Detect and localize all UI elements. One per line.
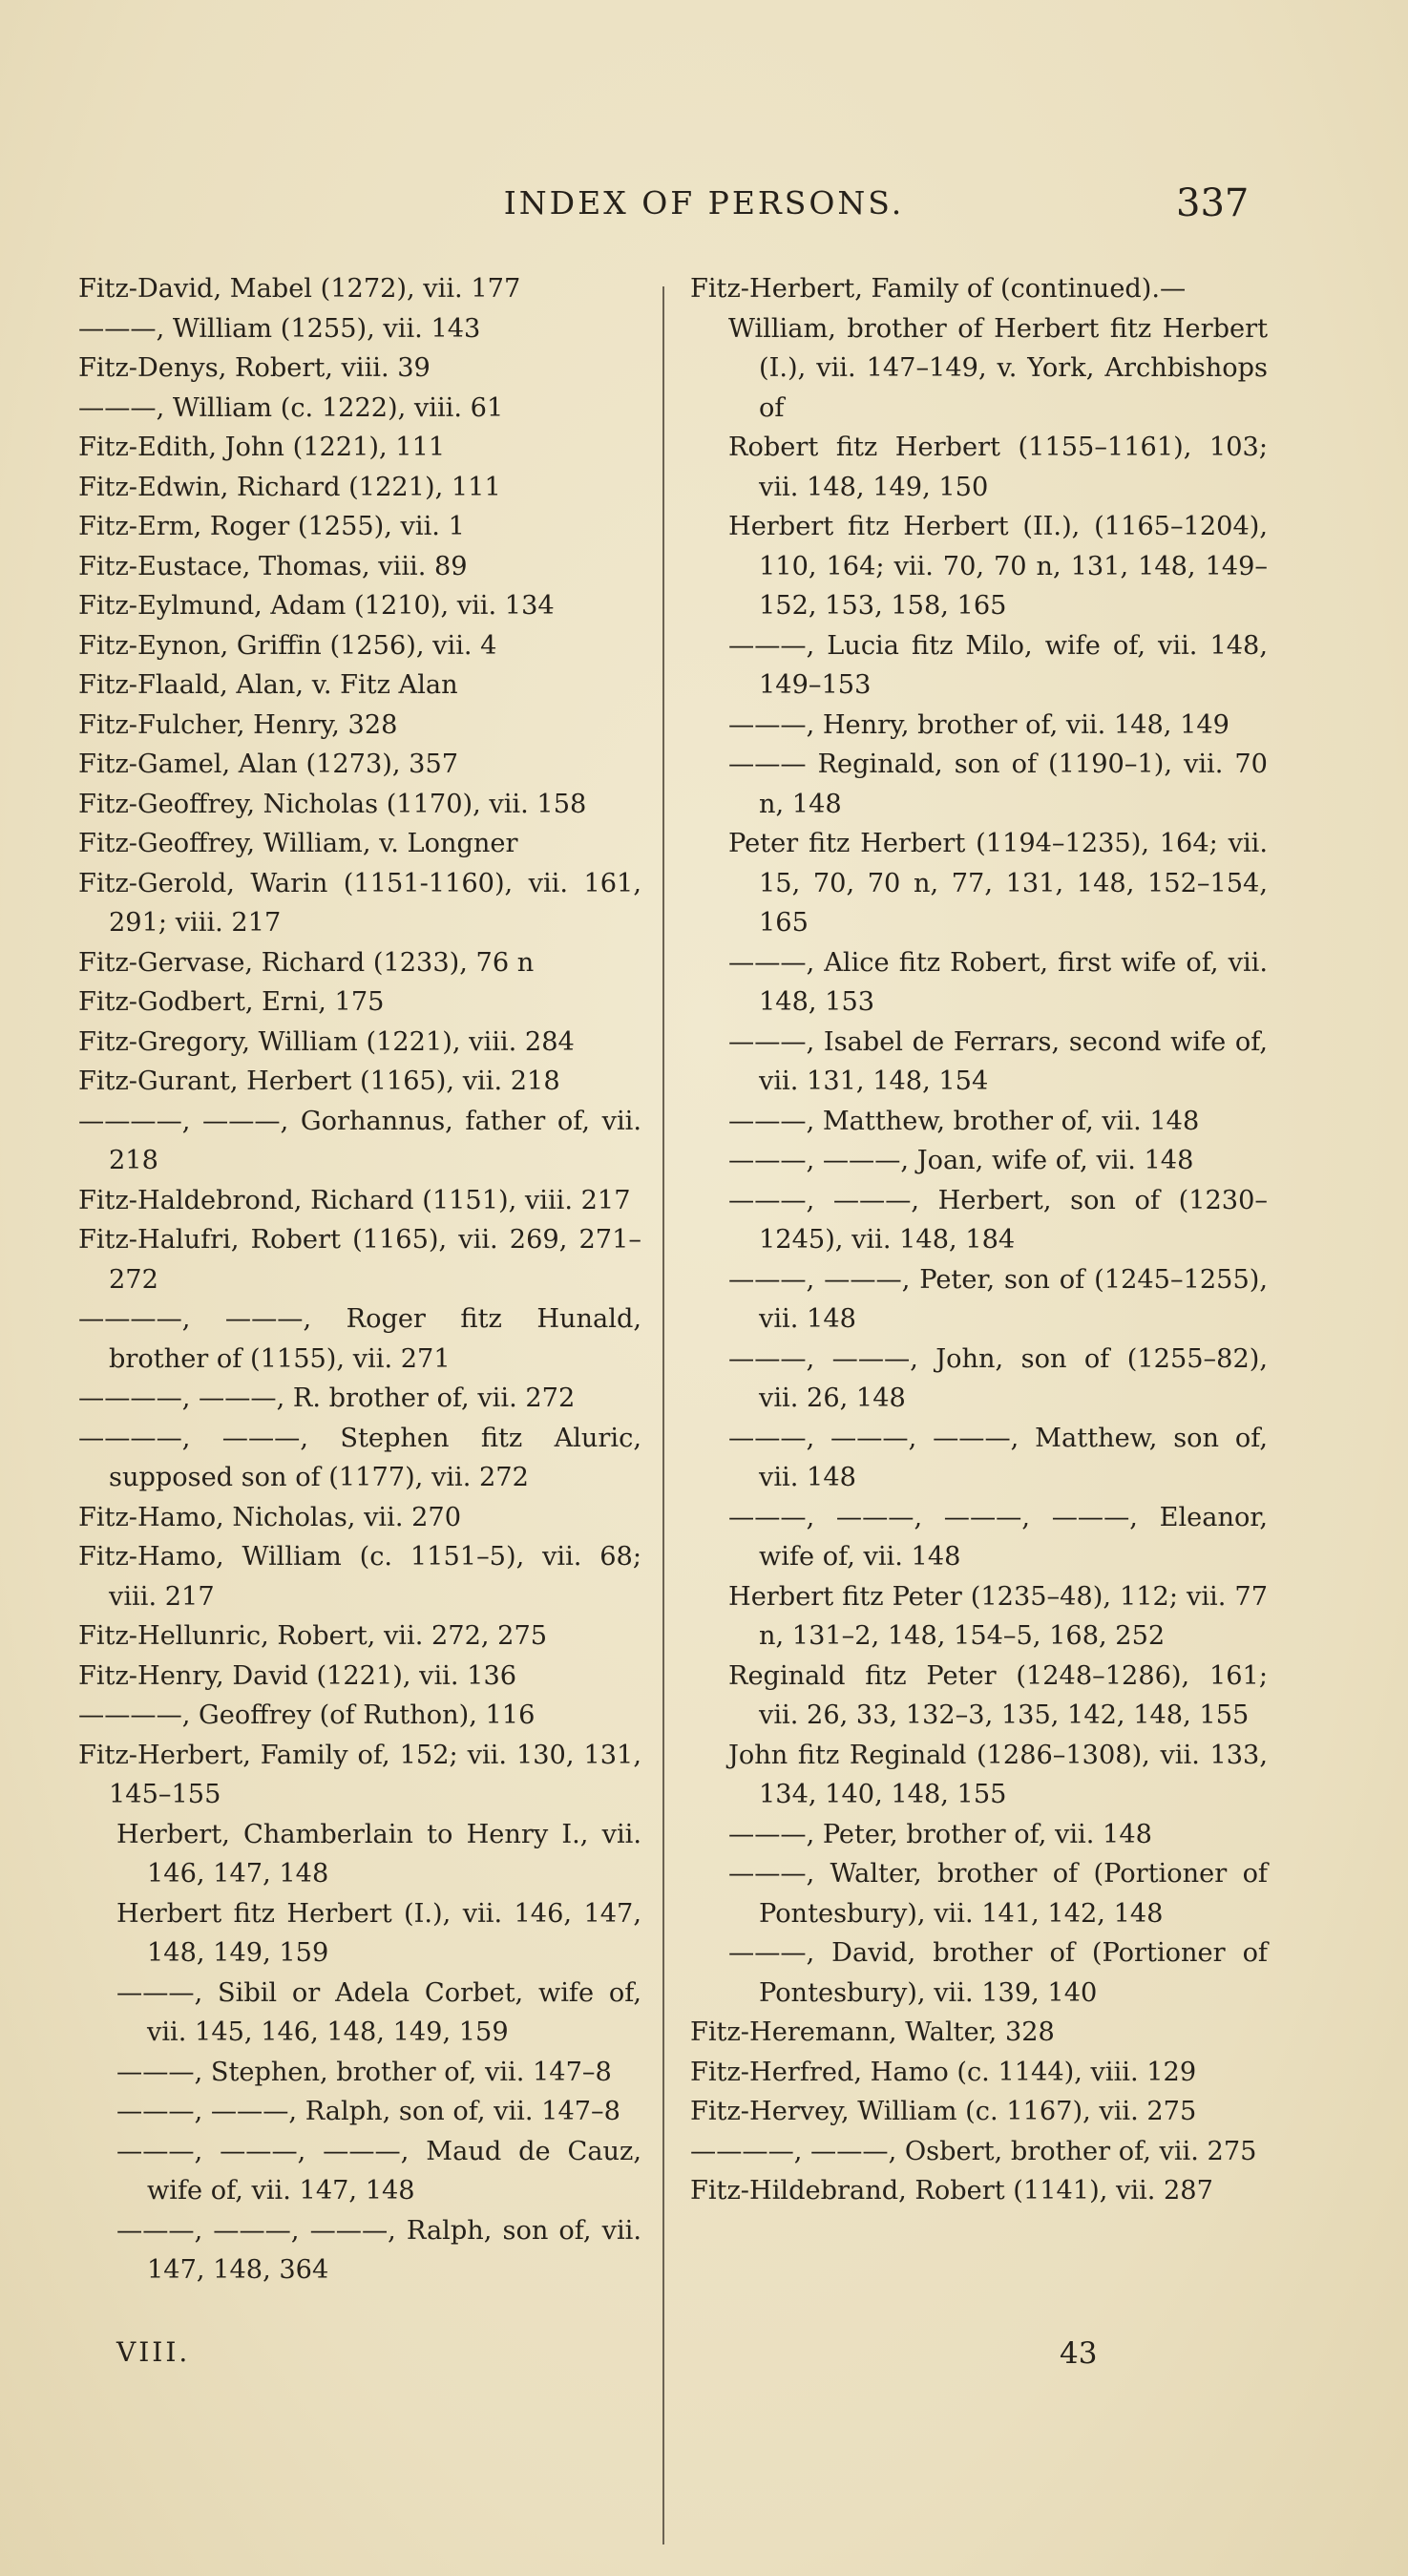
index-entry: Fitz-David, Mabel (1272), vii. 177 (78, 274, 521, 304)
index-entry: Fitz-Heremann, Walter, 328 (690, 2017, 1055, 2047)
index-entry: Fitz-Gamel, Alan (1273), 357 (78, 750, 459, 779)
index-entry: Fitz-Herbert, Family of, 152; vii. 130, 131, 145–155 (78, 1740, 641, 1809)
index-entry: ————, Geoffrey (of Ruthon), 116 (78, 1700, 536, 1730)
index-entry: ————, ———, R. brother of, vii. 272 (78, 1383, 576, 1413)
index-entry: Fitz-Geoffrey, William, v. Longner (78, 829, 518, 858)
column-divider (662, 286, 664, 2544)
index-entry: ———, Sibil or Adela Corbet, wife of, vii. 145, 146, 148, 149, 159 (116, 1977, 641, 2047)
index-entry: Fitz-Henry, David (1221), vii. 136 (78, 1660, 517, 1691)
index-entry: Fitz-Edith, John (1221), 111 (78, 433, 446, 462)
index-entry: Fitz-Edwin, Richard (1221), 111 (78, 472, 501, 502)
index-entry: ————, ———, Roger fitz Hunald, brother of (1155), vii. 271 (78, 1304, 641, 1374)
index-entry: Fitz-Fulcher, Henry, 328 (78, 709, 398, 740)
index-entry: ———, William (c. 1222), viii. 61 (78, 392, 504, 423)
index-entry: ———, ———, ———, ———, Eleanor, wife of, vii. 148 (728, 1502, 1268, 1572)
index-entry: Fitz-Gervase, Richard (1233), 76 n (78, 947, 535, 978)
index-entry: Peter fitz Herbert (1194–1235), 164; vii. 15, 70, 70 n, 77, 131, 148, 152–154, 165 (728, 829, 1268, 938)
index-entry: Fitz-Hamo, William (c. 1151–5), vii. 68; viii. 217 (78, 1542, 641, 1612)
index-entry: ———, Peter, brother of, vii. 148 (728, 1819, 1152, 1849)
index-entry: ———, ———, ———, Maud de Cauz, wife of, vii. 147, 148 (116, 2136, 641, 2206)
index-entry: ———, David, brother of (Portioner of Pontesbury), vii. 139, 140 (728, 1938, 1268, 2008)
index-entry: Fitz-Herfred, Hamo (c. 1144), viii. 129 (690, 2057, 1197, 2087)
index-entry: ———, Alice fitz Robert, first wife of, vii. 148, 153 (728, 947, 1268, 1017)
sheet-number: 43 (1060, 2336, 1098, 2371)
index-entry: ———, ———, Herbert, son of (1230–1245), vii. 148, 184 (728, 1185, 1268, 1255)
index-entry: ———, ———, Joan, wife of, vii. 148 (728, 1146, 1194, 1175)
index-entry: Fitz-Erm, Roger (1255), vii. 1 (78, 512, 465, 541)
index-entry: Robert fitz Herbert (1155–1161), 103; vii. 148, 149, 150 (728, 433, 1268, 502)
index-entry: Fitz-Godbert, Erni, 175 (78, 987, 385, 1017)
index-entry: ——— Reginald, son of (1190–1), vii. 70 n, 148 (728, 750, 1268, 819)
index-entry: Herbert, Chamberlain to Henry I., vii. 146, 147, 148 (116, 1819, 641, 1889)
index-entry: ———, ———, ———, Ralph, son of, vii. 147, 148, 364 (116, 2215, 641, 2285)
index-column-left (78, 269, 641, 2291)
index-entry: Fitz-Eynon, Griffin (1256), vii. 4 (78, 630, 497, 661)
index-entry: Fitz-Gurant, Herbert (1165), vii. 218 (78, 1066, 560, 1096)
index-entry: Herbert fitz Herbert (I.), vii. 146, 147, 148, 149, 159 (116, 1898, 641, 1968)
index-entry: ————, ———, Osbert, brother of, vii. 275 (690, 2136, 1257, 2166)
index-entry: William, brother of Herbert fitz Herbert (I.), vii. 147–149, v. York, Archbishops of (728, 313, 1268, 423)
index-entry: Reginald fitz Peter (1248–1286), 161; vii. 26, 33, 132–3, 135, 142, 148, 155 (728, 1660, 1268, 1730)
index-entry: ———, ———, Ralph, son of, vii. 147–8 (116, 2097, 620, 2126)
index-entry: Fitz-Geoffrey, Nicholas (1170), vii. 158 (78, 789, 587, 819)
index-entry: Fitz-Eylmund, Adam (1210), vii. 134 (78, 591, 555, 621)
signature-mark: VIII. (116, 2336, 191, 2368)
index-entry: Fitz-Flaald, Alan, v. Fitz Alan (78, 670, 458, 700)
index-entry: Fitz-Hildebrand, Robert (1141), vii. 287 (690, 2176, 1213, 2206)
index-entry: ———, Stephen, brother of, vii. 147–8 (116, 2057, 612, 2087)
index-column-right (690, 269, 1268, 2211)
index-entry: Fitz-Hellunric, Robert, vii. 272, 275 (78, 1621, 548, 1651)
index-entry: Fitz-Denys, Robert, viii. 39 (78, 353, 431, 383)
index-entry: John fitz Reginald (1286–1308), vii. 133, 134, 140, 148, 155 (728, 1740, 1268, 1809)
index-entry: ———, Lucia fitz Milo, wife of, vii. 148, 149–153 (728, 630, 1268, 700)
index-entry: Fitz-Herbert, Family of (continued).— (690, 274, 1187, 304)
index-entry: ————, ———, Gorhannus, father of, vii. 218 (78, 1106, 641, 1175)
index-entry: ———, Walter, brother of (Portioner of Pontesbury), vii. 141, 142, 148 (728, 1859, 1268, 1929)
index-entry: ———, ———, ———, Matthew, son of, vii. 148 (728, 1423, 1268, 1492)
index-entry: Herbert fitz Herbert (II.), (1165–1204), 110, 164; vii. 70, 70 n, 131, 148, 149–152, 153, 158, 165 (728, 512, 1268, 621)
running-head-title: INDEX OF PERSONS. (503, 184, 905, 222)
index-entry: ———, Isabel de Ferrars, second wife of, vii. 131, 148, 154 (728, 1026, 1268, 1096)
index-entry: Fitz-Halufri, Robert (1165), vii. 269, 271–272 (78, 1225, 641, 1295)
index-entry: Fitz-Eustace, Thomas, viii. 89 (78, 551, 468, 581)
index-entry: ———, Henry, brother of, vii. 148, 149 (728, 709, 1229, 740)
page-number: 337 (1176, 181, 1250, 225)
index-entry: ———, ———, John, son of (1255–82), vii. 26, 148 (728, 1343, 1268, 1413)
index-entry: Herbert fitz Peter (1235–48), 112; vii. 77 n, 131–2, 148, 154–5, 168, 252 (728, 1581, 1268, 1651)
index-entry: ————, ———, Stephen fitz Aluric, supposed son of (1177), vii. 272 (78, 1423, 641, 1492)
index-entry: Fitz-Gregory, William (1221), viii. 284 (78, 1026, 575, 1057)
index-entry: Fitz-Gerold, Warin (1151-1160), vii. 161, 291; viii. 217 (78, 868, 641, 938)
index-entry: ———, Matthew, brother of, vii. 148 (728, 1106, 1200, 1136)
index-entry: ———, William (1255), vii. 143 (78, 313, 481, 344)
index-entry: Fitz-Haldebrond, Richard (1151), viii. 217 (78, 1185, 631, 1215)
index-entry: Fitz-Hamo, Nicholas, vii. 270 (78, 1502, 462, 1532)
index-entry: Fitz-Hervey, William (c. 1167), vii. 275 (690, 2097, 1197, 2126)
index-entry: ———, ———, Peter, son of (1245–1255), vii. 148 (728, 1264, 1268, 1334)
